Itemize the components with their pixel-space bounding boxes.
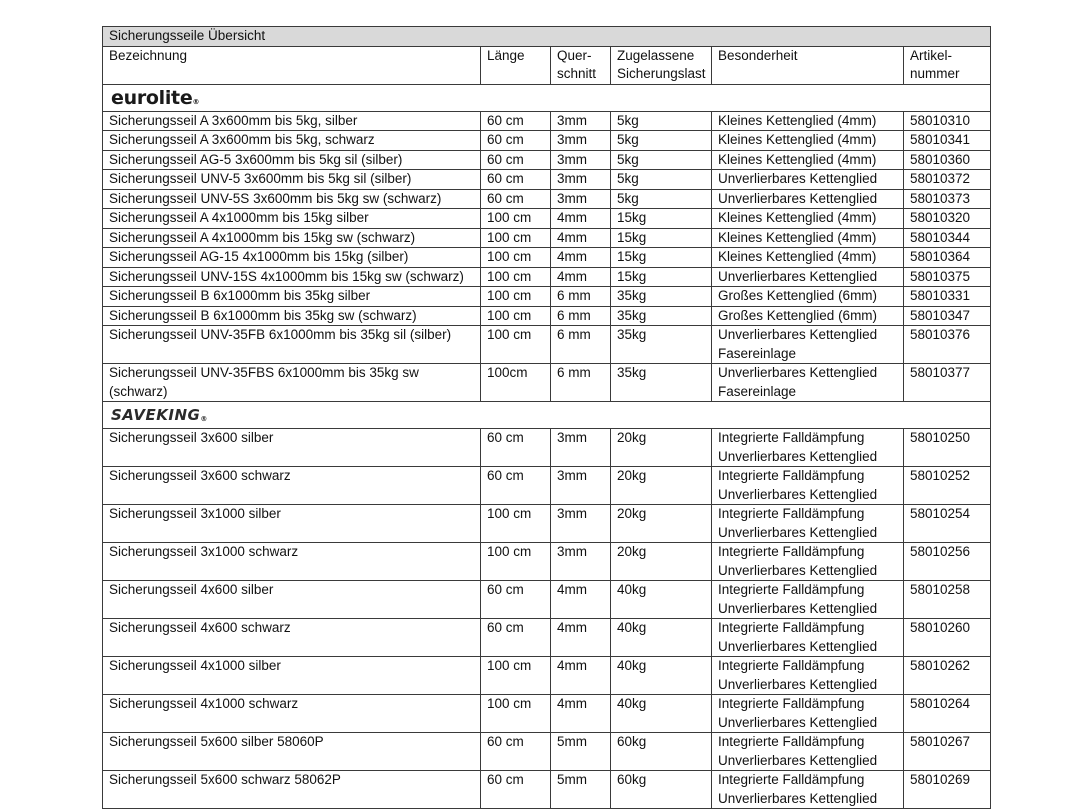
table-row [103,326,991,364]
cell-sicherungslast: 35kg [611,306,712,326]
cell-bezeichnung: Sicherungsseil UNV-15S 4x1000mm bis 15kg sw (schwarz) [103,267,481,287]
cell-querschnitt: 3mm [551,505,611,543]
cell-sicherungslast: 5kg [611,150,712,170]
cell-artikelnummer: 58010373 [904,189,991,209]
cell-artikelnummer: 58010344 [904,228,991,248]
table-row [103,170,991,190]
brand-logo-eurolite [103,84,991,111]
cell-sicherungslast: 5kg [611,111,712,131]
cell-besonderheit: Integrierte Falldämpfung Unverlierbares Kettenglied [712,657,904,695]
cell-sicherungslast: 60kg [611,771,712,809]
cell-sicherungslast: 15kg [611,267,712,287]
cell-sicherungslast: 20kg [611,429,712,467]
cell-laenge: 60 cm [481,771,551,809]
cell-laenge: 100cm [481,364,551,402]
header-row [103,46,991,84]
cell-bezeichnung: Sicherungsseil 5x600 silber 58060P [103,733,481,771]
cell-laenge: 60 cm [481,189,551,209]
cell-querschnitt: 3mm [551,467,611,505]
cell-bezeichnung: Sicherungsseil UNV-5 3x600mm bis 5kg sil (silber) [103,170,481,190]
table-row [103,467,991,505]
cell-querschnitt: 4mm [551,267,611,287]
brand-logo-saveking [103,402,991,429]
cell-artikelnummer: 58010331 [904,287,991,307]
cell-laenge: 60 cm [481,150,551,170]
cell-laenge: 100 cm [481,695,551,733]
cell-artikelnummer: 58010310 [904,111,991,131]
cell-querschnitt: 6 mm [551,306,611,326]
cell-querschnitt: 4mm [551,657,611,695]
cell-laenge: 60 cm [481,429,551,467]
cell-artikelnummer: 58010320 [904,209,991,229]
cell-bezeichnung: Sicherungsseil AG-5 3x600mm bis 5kg sil (silber) [103,150,481,170]
table-title-row [103,27,991,47]
cell-artikelnummer: 58010260 [904,619,991,657]
cell-besonderheit: Kleines Kettenglied (4mm) [712,209,904,229]
table-body [103,27,991,809]
cell-sicherungslast: 60kg [611,733,712,771]
cell-bezeichnung: Sicherungsseil UNV-35FB 6x1000mm bis 35kg sil (silber) [103,326,481,364]
header-artikelnummer: Artikel- nummer [904,46,991,84]
registered-mark: ® [192,97,200,106]
cell-besonderheit: Integrierte Falldämpfung Unverlierbares Kettenglied [712,695,904,733]
cell-artikelnummer: 58010347 [904,306,991,326]
cell-bezeichnung: Sicherungsseil 4x600 silber [103,581,481,619]
cell-querschnitt: 6 mm [551,364,611,402]
cell-querschnitt: 4mm [551,695,611,733]
cell-querschnitt: 3mm [551,429,611,467]
table-row [103,131,991,151]
cell-sicherungslast: 20kg [611,505,712,543]
cell-artikelnummer: 58010258 [904,581,991,619]
cell-besonderheit: Kleines Kettenglied (4mm) [712,228,904,248]
cell-besonderheit: Integrierte Falldämpfung Unverlierbares Kettenglied [712,429,904,467]
table-row [103,619,991,657]
cell-bezeichnung: Sicherungsseil 3x1000 schwarz [103,543,481,581]
header-laenge: Länge [481,46,551,84]
table-row [103,364,991,402]
cell-sicherungslast: 35kg [611,364,712,402]
cell-sicherungslast: 5kg [611,170,712,190]
cell-bezeichnung: Sicherungsseil UNV-5S 3x600mm bis 5kg sw (schwarz) [103,189,481,209]
cell-artikelnummer: 58010372 [904,170,991,190]
table-row [103,505,991,543]
cell-querschnitt: 6 mm [551,326,611,364]
cell-besonderheit: Kleines Kettenglied (4mm) [712,111,904,131]
table-row [103,657,991,695]
table-row [103,733,991,771]
cell-laenge: 60 cm [481,170,551,190]
cell-sicherungslast: 5kg [611,189,712,209]
cell-artikelnummer: 58010269 [904,771,991,809]
cell-laenge: 100 cm [481,326,551,364]
cell-querschnitt: 3mm [551,111,611,131]
cell-bezeichnung: Sicherungsseil 3x1000 silber [103,505,481,543]
cell-querschnitt: 5mm [551,771,611,809]
cell-querschnitt: 4mm [551,228,611,248]
cell-besonderheit: Integrierte Falldämpfung Unverlierbares Kettenglied [712,581,904,619]
cell-laenge: 60 cm [481,467,551,505]
cell-laenge: 100 cm [481,248,551,268]
cell-artikelnummer: 58010264 [904,695,991,733]
cell-laenge: 100 cm [481,267,551,287]
table-row [103,189,991,209]
cell-besonderheit: Kleines Kettenglied (4mm) [712,248,904,268]
table-row [103,695,991,733]
cell-bezeichnung: Sicherungsseil 5x600 schwarz 58062P [103,771,481,809]
header-bezeichnung: Bezeichnung [103,46,481,84]
cell-bezeichnung: Sicherungsseil A 3x600mm bis 5kg, silber [103,111,481,131]
product-sheet [102,26,990,809]
cell-artikelnummer: 58010254 [904,505,991,543]
cell-besonderheit: Großes Kettenglied (6mm) [712,306,904,326]
cell-querschnitt: 4mm [551,581,611,619]
brand-row-eurolite [103,84,991,111]
cell-besonderheit: Unverlierbares Kettenglied [712,170,904,190]
cell-besonderheit: Integrierte Falldämpfung Unverlierbares Kettenglied [712,505,904,543]
cell-bezeichnung: Sicherungsseil 3x600 silber [103,429,481,467]
registered-mark: ® [200,415,208,423]
cell-sicherungslast: 40kg [611,619,712,657]
cell-sicherungslast: 35kg [611,287,712,307]
cell-querschnitt: 5mm [551,733,611,771]
table-row [103,150,991,170]
cell-laenge: 100 cm [481,287,551,307]
cell-artikelnummer: 58010256 [904,543,991,581]
brand-logo-text: eurolite [111,86,193,109]
cell-artikelnummer: 58010267 [904,733,991,771]
table-row [103,111,991,131]
cell-artikelnummer: 58010252 [904,467,991,505]
cell-besonderheit: Unverlierbares Kettenglied Fasereinlage [712,364,904,402]
cell-artikelnummer: 58010262 [904,657,991,695]
cell-artikelnummer: 58010360 [904,150,991,170]
cell-querschnitt: 3mm [551,189,611,209]
cell-laenge: 100 cm [481,228,551,248]
cell-sicherungslast: 40kg [611,657,712,695]
table-row [103,287,991,307]
cell-querschnitt: 4mm [551,248,611,268]
cell-besonderheit: Integrierte Falldämpfung Unverlierbares Kettenglied [712,619,904,657]
cell-bezeichnung: Sicherungsseil A 4x1000mm bis 15kg silber [103,209,481,229]
table-row [103,228,991,248]
cell-sicherungslast: 20kg [611,467,712,505]
cell-bezeichnung: Sicherungsseil B 6x1000mm bis 35kg sw (schwarz) [103,306,481,326]
cell-artikelnummer: 58010341 [904,131,991,151]
cell-querschnitt: 3mm [551,543,611,581]
cell-laenge: 100 cm [481,505,551,543]
cell-laenge: 60 cm [481,733,551,771]
cell-sicherungslast: 40kg [611,695,712,733]
cell-laenge: 60 cm [481,619,551,657]
cell-sicherungslast: 40kg [611,581,712,619]
cell-laenge: 60 cm [481,111,551,131]
cell-bezeichnung: Sicherungsseil A 3x600mm bis 5kg, schwarz [103,131,481,151]
header-sicherungslast: Zugelassene Sicherungslast [611,46,712,84]
cell-querschnitt: 6 mm [551,287,611,307]
cell-besonderheit: Kleines Kettenglied (4mm) [712,150,904,170]
cell-besonderheit: Unverlierbares Kettenglied [712,189,904,209]
safety-cable-table [102,26,991,809]
cell-laenge: 100 cm [481,543,551,581]
table-row [103,306,991,326]
cell-laenge: 60 cm [481,131,551,151]
cell-bezeichnung: Sicherungsseil 4x600 schwarz [103,619,481,657]
table-row [103,581,991,619]
header-querschnitt: Quer- schnitt [551,46,611,84]
cell-laenge: 100 cm [481,306,551,326]
cell-bezeichnung: Sicherungsseil 3x600 schwarz [103,467,481,505]
cell-bezeichnung: Sicherungsseil B 6x1000mm bis 35kg silber [103,287,481,307]
brand-logo-text: SAVEKING [111,406,201,424]
cell-besonderheit: Großes Kettenglied (6mm) [712,287,904,307]
cell-laenge: 100 cm [481,657,551,695]
cell-besonderheit: Unverlierbares Kettenglied Fasereinlage [712,326,904,364]
cell-sicherungslast: 15kg [611,228,712,248]
table-row [103,209,991,229]
cell-besonderheit: Unverlierbares Kettenglied [712,267,904,287]
table-row [103,543,991,581]
cell-sicherungslast: 35kg [611,326,712,364]
cell-querschnitt: 3mm [551,131,611,151]
cell-sicherungslast: 20kg [611,543,712,581]
table-row [103,267,991,287]
header-besonderheit: Besonderheit [712,46,904,84]
cell-artikelnummer: 58010376 [904,326,991,364]
cell-bezeichnung: Sicherungsseil 4x1000 silber [103,657,481,695]
table-row [103,248,991,268]
cell-laenge: 60 cm [481,581,551,619]
cell-besonderheit: Integrierte Falldämpfung Unverlierbares Kettenglied [712,771,904,809]
cell-querschnitt: 3mm [551,150,611,170]
cell-sicherungslast: 15kg [611,248,712,268]
cell-bezeichnung: Sicherungsseil A 4x1000mm bis 15kg sw (schwarz) [103,228,481,248]
cell-sicherungslast: 15kg [611,209,712,229]
cell-besonderheit: Integrierte Falldämpfung Unverlierbares Kettenglied [712,733,904,771]
cell-besonderheit: Kleines Kettenglied (4mm) [712,131,904,151]
table-row [103,429,991,467]
cell-besonderheit: Integrierte Falldämpfung Unverlierbares Kettenglied [712,543,904,581]
cell-bezeichnung: Sicherungsseil 4x1000 schwarz [103,695,481,733]
table-title: Sicherungsseile Übersicht [103,27,991,47]
cell-querschnitt: 4mm [551,209,611,229]
cell-querschnitt: 3mm [551,170,611,190]
cell-bezeichnung: Sicherungsseil UNV-35FBS 6x1000mm bis 35kg sw (schwarz) [103,364,481,402]
brand-row-saveking [103,402,991,429]
cell-artikelnummer: 58010250 [904,429,991,467]
cell-besonderheit: Integrierte Falldämpfung Unverlierbares Kettenglied [712,467,904,505]
cell-artikelnummer: 58010375 [904,267,991,287]
cell-artikelnummer: 58010377 [904,364,991,402]
cell-querschnitt: 4mm [551,619,611,657]
cell-bezeichnung: Sicherungsseil AG-15 4x1000mm bis 15kg (silber) [103,248,481,268]
table-row [103,771,991,809]
cell-laenge: 100 cm [481,209,551,229]
cell-sicherungslast: 5kg [611,131,712,151]
cell-artikelnummer: 58010364 [904,248,991,268]
